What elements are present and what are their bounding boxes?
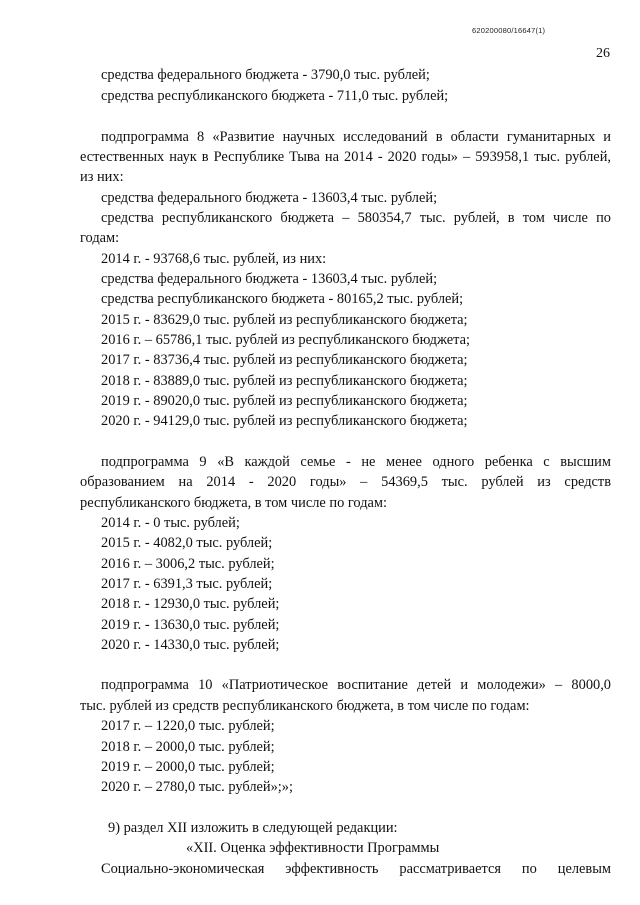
text-line: 2020 г. - 94129,0 тыс. рублей из республиканского бюджета; xyxy=(101,413,468,429)
text-line: средства федерального бюджета - 3790,0 тыс. рублей; xyxy=(101,67,430,83)
text-line: 2015 г. - 4082,0 тыс. рублей; xyxy=(101,535,273,551)
text-line: средства республиканского бюджета - 711,0 тыс. рублей; xyxy=(101,88,449,104)
text-line: годам: xyxy=(80,230,120,246)
text-line: 2018 г. - 83889,0 тыс. рублей из республиканского бюджета; xyxy=(101,373,468,389)
text-line: 2019 г. - 89020,0 тыс. рублей из республиканского бюджета; xyxy=(101,393,468,409)
text-line: 2020 г. - 14330,0 тыс. рублей; xyxy=(101,637,280,653)
text-line: образованием на 2014 - 2020 годы» – 54369,5 тыс. рублей из средств xyxy=(80,474,611,490)
text-line: естественных наук в Республике Тыва на 2014 - 2020 годы» – 593958,1 тыс. рублей, xyxy=(80,149,611,165)
text-line: 2016 г. – 3006,2 тыс. рублей; xyxy=(101,556,275,572)
text-line: средства федерального бюджета - 13603,4 тыс. рублей; xyxy=(101,190,438,206)
text-line: подпрограмма 9 «В каждой семье - не менее одного ребенка с высшим xyxy=(101,454,611,470)
text-line: подпрограмма 10 «Патриотическое воспитание детей и молодежи» – 8000,0 xyxy=(101,677,611,693)
text-line: 2015 г. - 83629,0 тыс. рублей из республиканского бюджета; xyxy=(101,312,468,328)
text-line: средства федерального бюджета - 13603,4 тыс. рублей; xyxy=(101,271,438,287)
document-id: 620200080/16647(1) xyxy=(472,26,546,35)
text-line: тыс. рублей из средств республиканского бюджета, в том числе по годам: xyxy=(80,698,530,714)
text-line: 2017 г. - 83736,4 тыс. рублей из республиканского бюджета; xyxy=(101,352,468,368)
text-line: 2018 г. – 2000,0 тыс. рублей; xyxy=(101,739,275,755)
text-line: 2019 г. – 2000,0 тыс. рублей; xyxy=(101,759,275,775)
text-line: 2016 г. – 65786,1 тыс. рублей из республиканского бюджета; xyxy=(101,332,470,348)
page-number: 26 xyxy=(596,46,610,61)
text-line: 2014 г. - 0 тыс. рублей; xyxy=(101,515,240,531)
section-heading: «XII. Оценка эффективности Программы xyxy=(186,840,440,856)
text-line: 2017 г. – 1220,0 тыс. рублей; xyxy=(101,718,275,734)
text-line: Социально-экономическая эффективность рассматривается по целевым xyxy=(101,861,611,877)
text-line: из них: xyxy=(80,169,124,185)
text-line: республиканского бюджета, в том числе по годам: xyxy=(80,495,388,511)
text-line: 2019 г. - 13630,0 тыс. рублей; xyxy=(101,617,280,633)
text-line: 2017 г. - 6391,3 тыс. рублей; xyxy=(101,576,273,592)
text-line: 2018 г. - 12930,0 тыс. рублей; xyxy=(101,596,280,612)
text-line: средства республиканского бюджета - 80165,2 тыс. рублей; xyxy=(101,291,464,307)
text-line: подпрограмма 8 «Развитие научных исследований в области гуманитарных и xyxy=(101,129,611,145)
text-line: 9) раздел XII изложить в следующей редакции: xyxy=(108,820,398,836)
text-line: 2020 г. – 2780,0 тыс. рублей»;»; xyxy=(101,779,293,795)
text-line: средства республиканского бюджета – 580354,7 тыс. рублей, в том числе по xyxy=(101,210,611,226)
text-line: 2014 г. - 93768,6 тыс. рублей, из них: xyxy=(101,251,327,267)
